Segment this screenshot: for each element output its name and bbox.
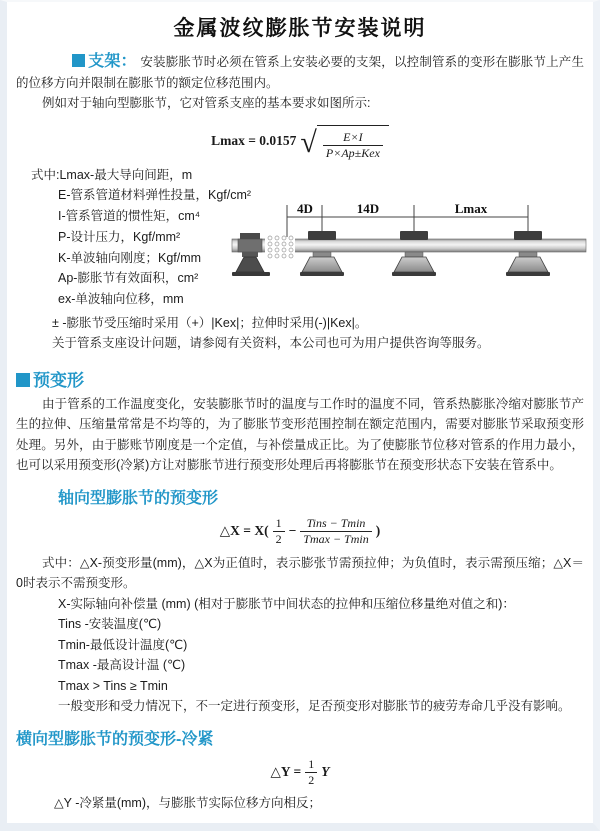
- page-title: 金属波纹膨胀节安装说明: [173, 17, 427, 40]
- tins-definition-line: Tins -安装温度(℃): [58, 617, 162, 631]
- dim-label-lmax: Lmax: [454, 200, 488, 216]
- pipe-guide-support: [506, 231, 550, 276]
- lmax-formula-radicand: [317, 125, 389, 161]
- lateral-formula-half-fraction: [305, 757, 317, 788]
- section-marker-icon: [72, 54, 85, 67]
- definition-text: Lmax-最大导向间距，m: [59, 167, 193, 182]
- support-section-heading: [72, 53, 137, 70]
- support-intro-text: 安装膨胀节时必须在管系上安装必要的支架，以控制管系的变形在膨胀节上产生的位移方向并限制在膨胀节的额定位移范围内。: [16, 55, 584, 90]
- axial-formula-rparen: ): [375, 523, 381, 538]
- definition-line: K-单波轴向刚度；Kgf/mm: [58, 250, 202, 265]
- definition-line: Ap-膨胀节有效面积，cm²: [58, 271, 199, 286]
- dim-label-14d: 14D: [356, 200, 380, 216]
- predeform-heading-label: 预变形: [33, 370, 84, 390]
- definition-line: P-设计压力，Kgf/mm²: [58, 229, 181, 244]
- predeform-section-heading: [16, 366, 584, 391]
- lmax-formula-numerator: E×I: [323, 130, 383, 146]
- fraction-denominator: 2: [308, 772, 315, 787]
- tmin-definition-line: Tmin-最低设计温度(℃): [58, 637, 188, 652]
- predeform-paragraph: 由于管系的工作温度变化，安装膨胀节时的温度与工作时的温度不同，管系热膨胀冷缩对膨胀节产生的拉伸、压缩量常常是不均等的，为了膨胀节变形范围控制在额定范围内，需要对膨胀节采取预变形处理。另外，由于膨账节刚度是一个定值，与补偿量成正比。为了使膨胀节位移对管系的作用力最小，也可以采用预变形(冷紧)方让对膨胀节进行预变形处理后再将膨胀节在预变形状态下安装在管系中。: [16, 396, 584, 472]
- pipe-guide-support: [392, 231, 436, 276]
- service-note: 关于管系支座设计问题，请参阅有关资料，本公司也可为用户提供咨询等服务。: [52, 336, 490, 350]
- fraction-numerator: 1: [305, 757, 317, 773]
- lateral-note-line: △Y -冷紧量(mm)，与膨胀节实际位移方向相反；: [54, 795, 322, 810]
- fraction-denominator: 2: [275, 531, 282, 546]
- lmax-formula-lhs: Lmax = 0.0157: [211, 132, 297, 148]
- lateral-formula-lhs: △Y =: [270, 764, 302, 779]
- dim-label-4d: 4D: [297, 200, 313, 216]
- axial-formula-lhs: △X = X(: [219, 523, 269, 538]
- support-paragraph: [16, 52, 584, 93]
- temperature-inequality-line: Tmax > Tins ≥ Tmin: [58, 678, 168, 693]
- axial-formula-minus: −: [288, 523, 297, 538]
- axial-formula-half-fraction: [273, 516, 285, 547]
- fraction-denominator: Tmax − Tmin: [303, 531, 369, 546]
- section-marker-icon: [16, 373, 30, 387]
- pipe-support-diagram: [230, 197, 588, 299]
- radical-sign-icon: √: [300, 125, 317, 159]
- definition-line: [16, 165, 584, 186]
- pipe-guide-support: [300, 231, 344, 276]
- tmax-definition-line: Tmax -最高设计温 (℃): [58, 658, 186, 672]
- definition-line: ex-单波轴向位移，mm: [58, 292, 184, 307]
- definitions-and-diagram: [16, 165, 584, 313]
- lmax-formula: [16, 123, 584, 159]
- lateral-predeform-heading: 横向型膨胀节的预变形-冷紧: [16, 730, 214, 748]
- axial-formula-temp-fraction: [300, 516, 371, 547]
- fraction-numerator: Tins − Tmin: [300, 516, 371, 532]
- lateral-predeform-formula: [16, 757, 584, 788]
- fraction-numerator: 1: [273, 516, 285, 532]
- axial-predeform-heading: 轴向型膨胀节的预变形: [58, 489, 219, 507]
- x-definition-line: X-实际轴向补偿量 (mm) (相对于膨胀节中间状态的拉伸和压缩位移量绝对值之和)：: [58, 596, 515, 611]
- axial-where-paragraph: 式中：△X-预变形量(mm)，△X为正值时，表示膨张节需预拉伸；为负值时，表示需预压缩；△X＝0时表示不需预变形。: [16, 555, 584, 590]
- kex-sign-note: ± -膨胀节受压缩时采用（+）|Kex|；拉伸时采用(-)|Kex|。: [52, 315, 368, 330]
- axial-predeform-formula: [16, 516, 584, 547]
- axial-note-line: 一般变形和受力情况下，不一定进行预变形，足否预变形对膨胀节的疲劳寿命几乎没有影响。: [58, 699, 571, 713]
- support-heading-label: 支架：: [88, 53, 137, 70]
- support-example-line: 例如对于轴向型膨胀节，它对管系支座的基本要求如图所示:: [42, 96, 371, 110]
- definition-line: E-管系管道材料弹性投量，Kgf/cm²: [58, 188, 252, 203]
- bellows: [265, 236, 295, 258]
- where-label: 式中:: [31, 167, 60, 182]
- lateral-formula-rhs: Y: [321, 764, 330, 779]
- definition-line: I-管系管道的惯性矩，cm⁴: [58, 209, 201, 224]
- lmax-formula-denominator: P×Ap±Kex: [325, 145, 380, 160]
